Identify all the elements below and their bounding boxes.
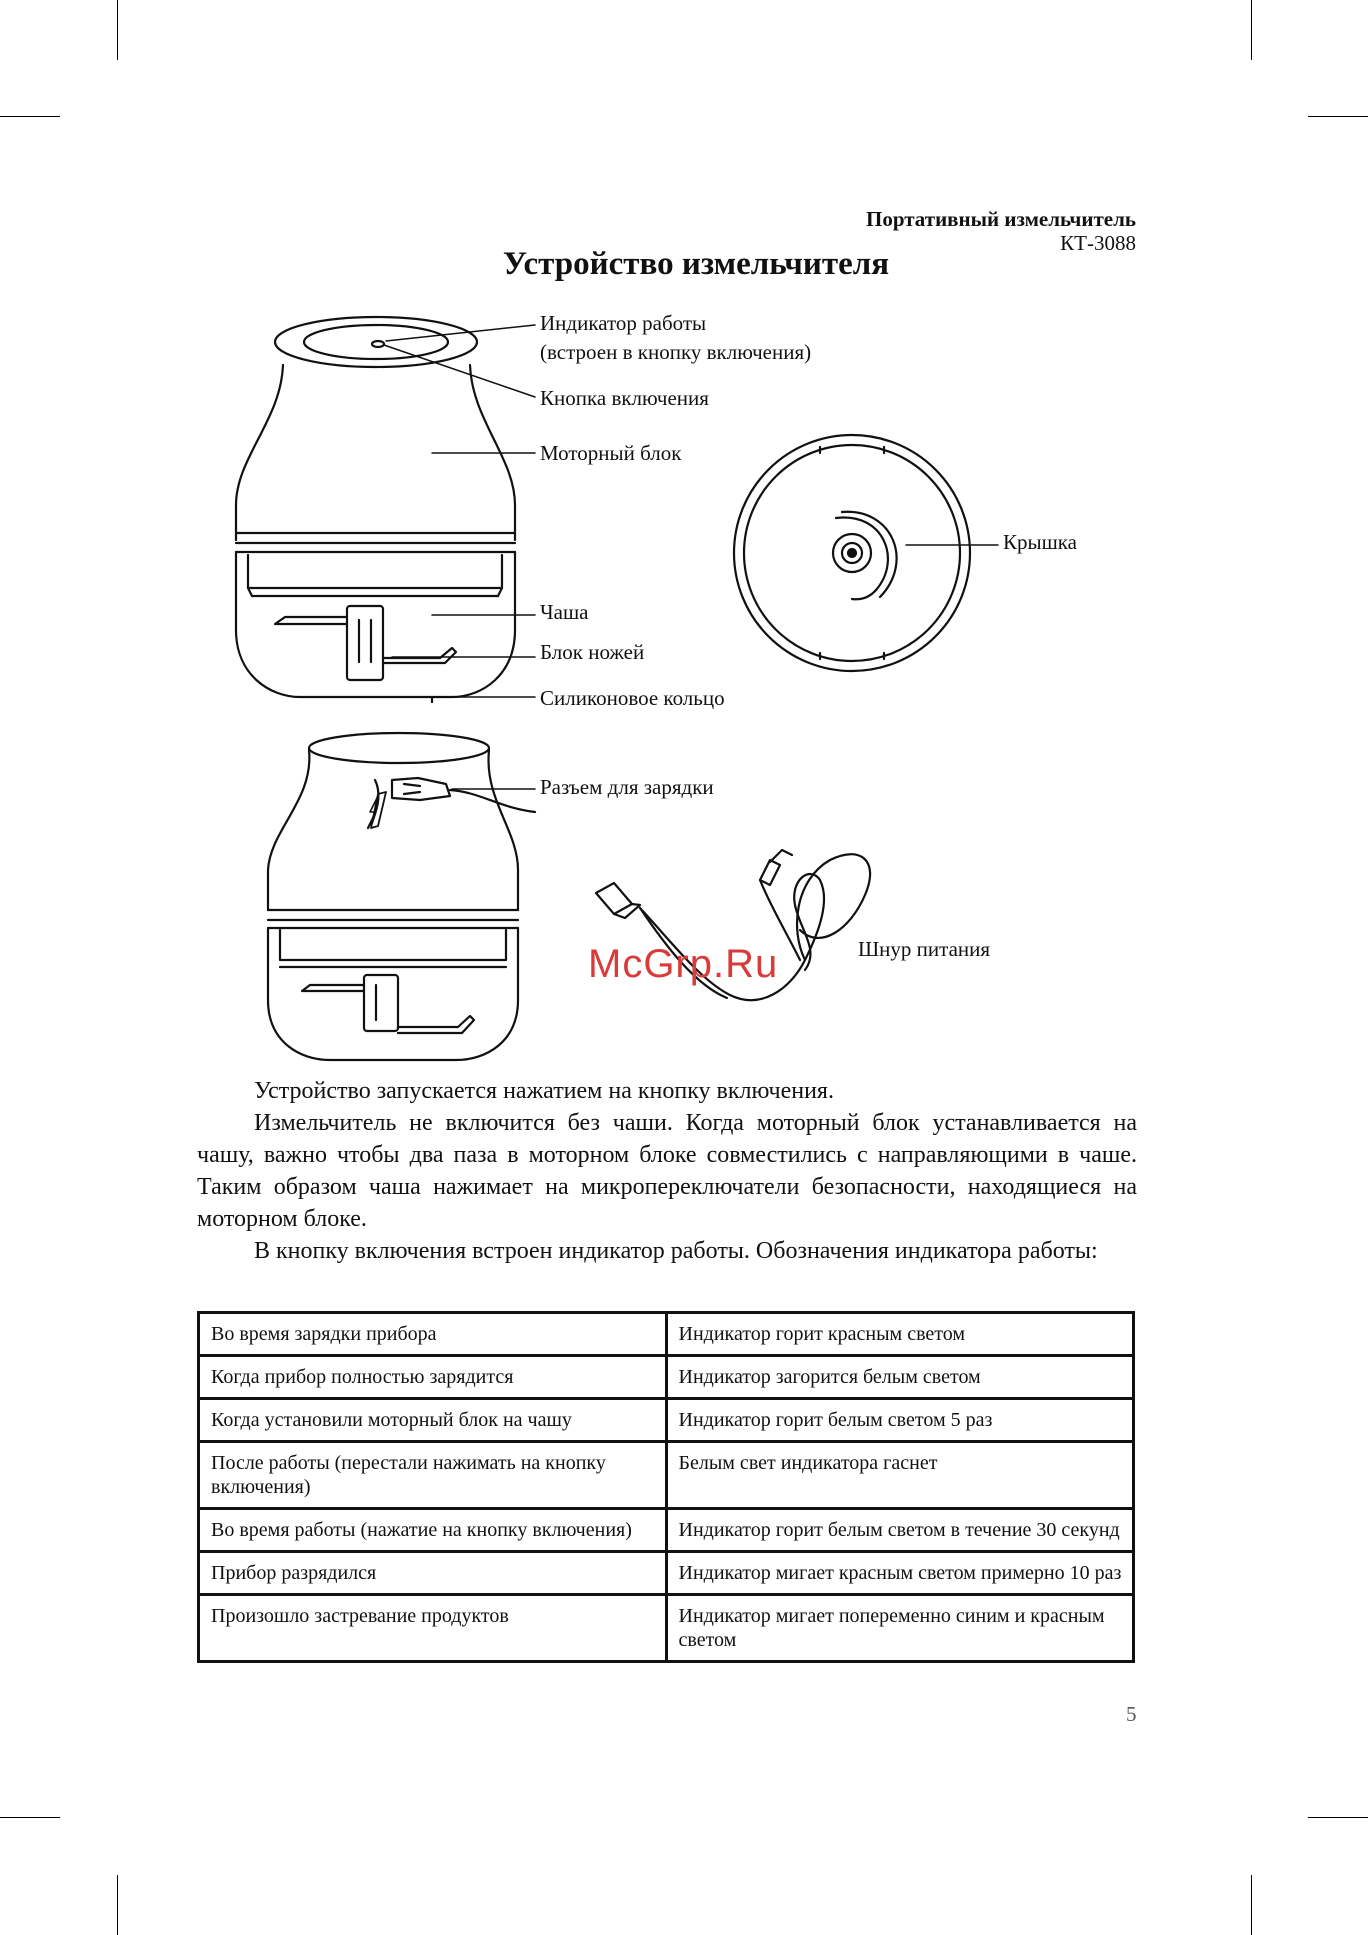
label-power-cord: Шнур питания: [858, 937, 991, 961]
watermark: McGrp.Ru: [588, 942, 779, 986]
crop-mark-bottom-right: [1251, 1875, 1252, 1935]
label-charging-port: Разъем для зарядки: [540, 775, 714, 799]
crop-mark-top-right: [1251, 0, 1252, 60]
crop-mark-top-left: [117, 0, 118, 60]
header-product-name: Портативный измельчитель: [866, 207, 1136, 231]
paragraph: Измельчитель не включится без чаши. Когда моторный блок устанавливается на чашу, важно чтобы два паза в моторном блоке совместились с направляющими в чаше. Таким образом чаша нажимает на микропереключатели безопасности, находящиеся на моторном блоке.: [197, 1110, 1137, 1232]
label-lid: Крышка: [1003, 530, 1077, 554]
table-cell-situation: Произошло застревание продуктов: [199, 1595, 667, 1662]
table-cell-situation: Во время зарядки прибора: [199, 1313, 667, 1356]
table-row: [199, 1595, 1134, 1662]
table-cell-indicator: Индикатор загорится белым светом: [666, 1356, 1134, 1399]
table-cell-situation: Когда прибор полностью зарядится: [199, 1356, 667, 1399]
table-row: [199, 1442, 1134, 1509]
page-title: Устройство измельчителя: [502, 246, 890, 282]
label-power-button: Кнопка включения: [540, 386, 709, 410]
header-model: КТ-3088: [1060, 231, 1136, 255]
lid-drawing: [734, 435, 998, 671]
crop-mark-bottom-left: [117, 1875, 118, 1935]
table-cell-indicator: Индикатор мигает красным светом примерно 10 раз: [666, 1552, 1134, 1595]
table-cell-indicator: Индикатор горит красным светом: [666, 1313, 1134, 1356]
label-silicone-ring: Силиконовое кольцо: [540, 686, 725, 710]
paragraph: В кнопку включения встроен индикатор работы. Обозначения индикатора работы:: [254, 1238, 1098, 1264]
label-motor-block: Моторный блок: [540, 441, 682, 465]
label-indicator: Индикатор работы: [540, 311, 707, 335]
table-row: [199, 1313, 1134, 1356]
table-cell-situation: Когда установили моторный блок на чашу: [199, 1399, 667, 1442]
table-cell-situation: После работы (перестали нажимать на кнопку включения): [199, 1442, 667, 1509]
table-row: [199, 1552, 1134, 1595]
table-row: [199, 1509, 1134, 1552]
indicator-table: [197, 1311, 1135, 1663]
table-row: [199, 1399, 1134, 1442]
crop-mark-left-bottom: [0, 1817, 60, 1818]
crop-mark-right-bottom: [1308, 1817, 1368, 1818]
chopper-assembled-drawing: [236, 317, 515, 702]
table-cell-indicator: Индикатор горит белым светом в течение 30 секунд: [666, 1509, 1134, 1552]
description-text: [197, 1075, 1137, 1267]
crop-mark-left-top: [0, 116, 60, 117]
table-cell-indicator: Белым свет индикатора гаснет: [666, 1442, 1134, 1509]
label-indicator-note: (встроен в кнопку включения): [540, 340, 812, 364]
label-blade-block: Блок ножей: [540, 640, 645, 664]
table-cell-situation: Во время работы (нажатие на кнопку включения): [199, 1509, 667, 1552]
paragraph: Устройство запускается нажатием на кнопку включения.: [254, 1078, 834, 1104]
table-cell-indicator: Индикатор горит белым светом 5 раз: [666, 1399, 1134, 1442]
table-row: [199, 1356, 1134, 1399]
label-bowl: Чаша: [540, 600, 589, 624]
page-number: 5: [1126, 1702, 1137, 1726]
crop-mark-right-top: [1308, 116, 1368, 117]
chopper-charging-drawing: [268, 733, 535, 1060]
leader-lines-top: [384, 325, 535, 697]
table-cell-indicator: Индикатор мигает попеременно синим и красным светом: [666, 1595, 1134, 1662]
table-cell-situation: Прибор разрядился: [199, 1552, 667, 1595]
